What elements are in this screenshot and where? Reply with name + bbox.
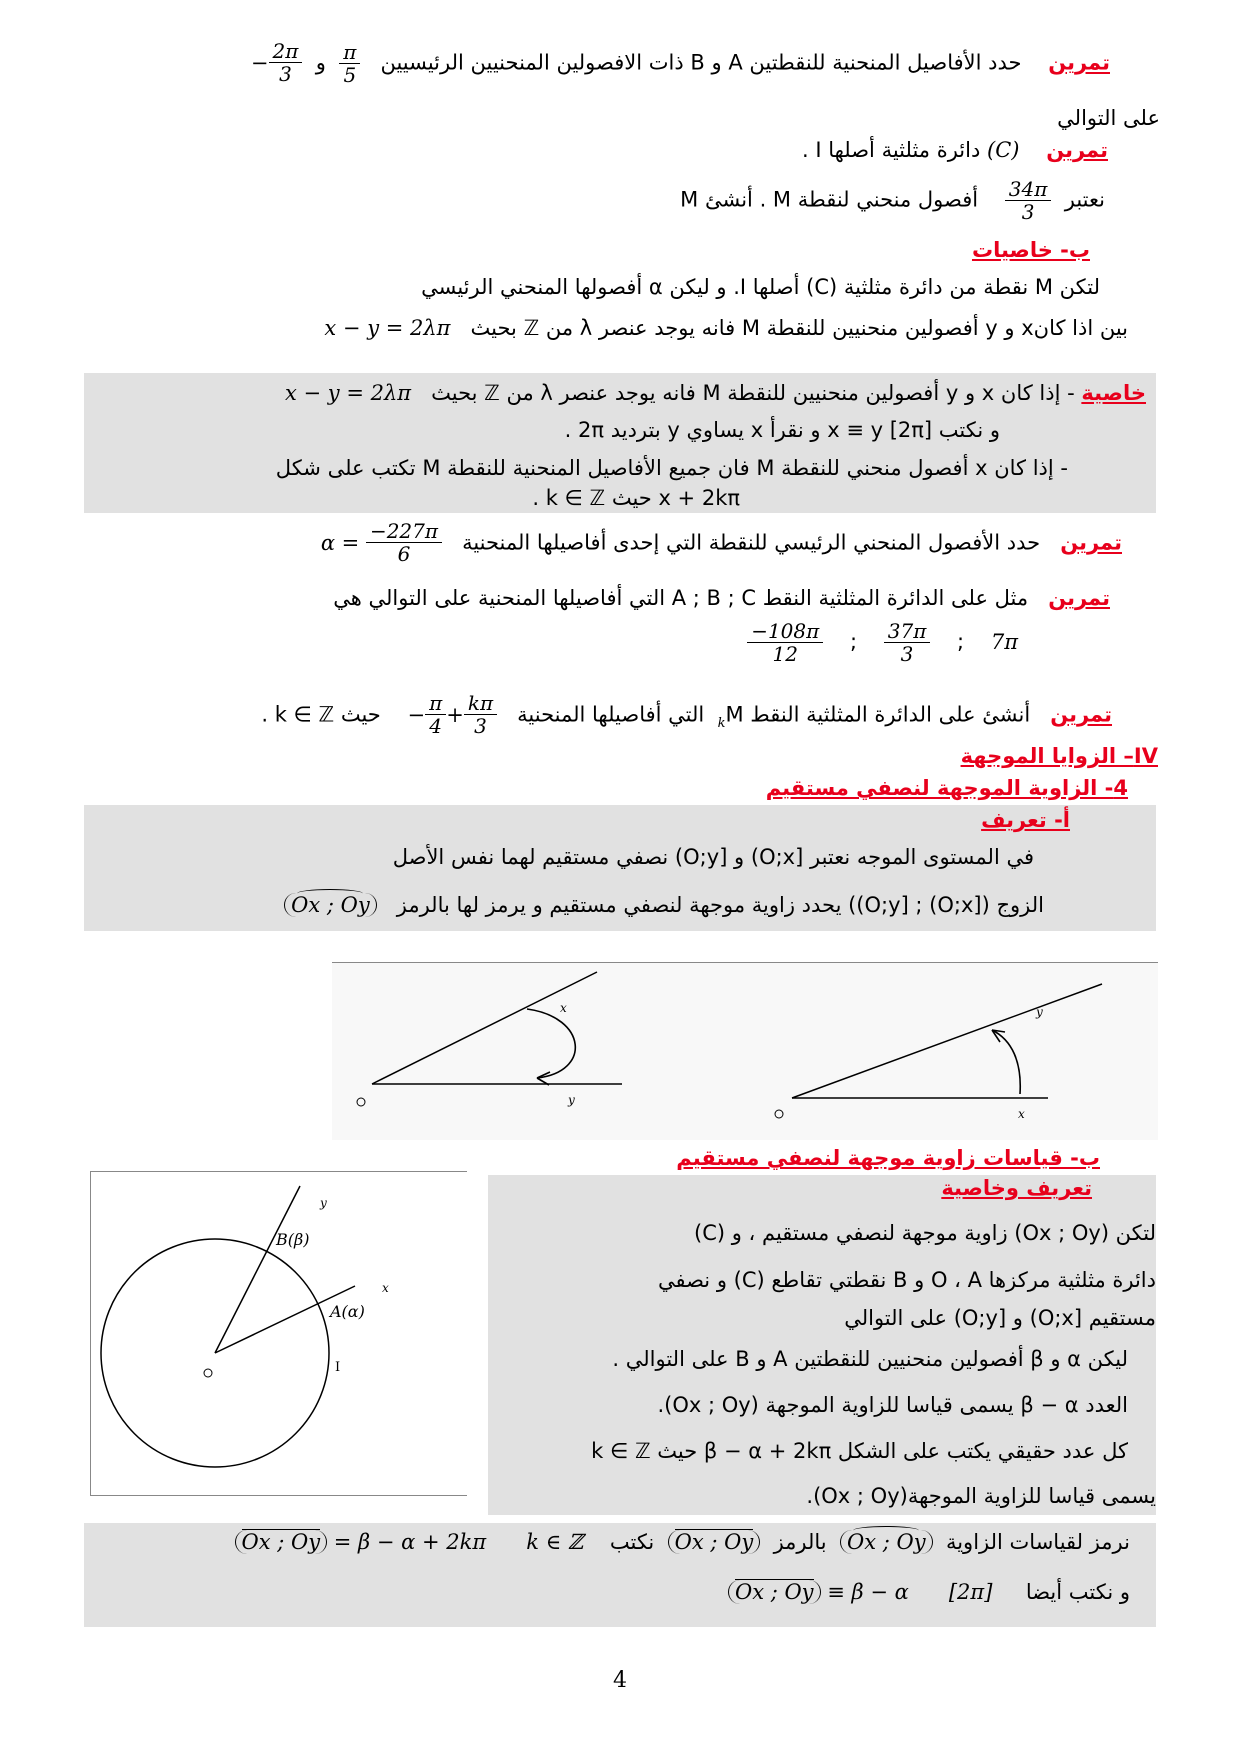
property-line-3: - إذا كان x أفصول منحني للنقطة M فان جميع الأفاصيل المنحنية للنقطة M تكتب على شكل xyxy=(275,456,1068,480)
fraction: $\frac{-108\pi}{12}$ xyxy=(747,620,823,665)
exercise-1-line xyxy=(251,40,1110,86)
property-line-2: و نكتب x ≡ y [2π] و نقرأ x يساوي y بترديد 2π . xyxy=(564,418,1000,442)
separator: ; xyxy=(849,629,858,654)
fraction: $\frac{\pi}{5}$ xyxy=(339,41,360,86)
label-left-end1: x xyxy=(560,1001,567,1015)
measure-line-6: كل عدد حقيقي يكتب على الشكل β − α + 2kπ حيث k ∈ ℤ xyxy=(591,1439,1128,1463)
text: الزوج ([O;x) ; [O;y)) يحدد زاوية موجهة لنصفي مستقيم و يرمز لها بالرمز xyxy=(396,893,1044,917)
label-B: B(β) xyxy=(276,1230,310,1249)
angle-symbol: Ox ; Oy xyxy=(840,1530,933,1554)
property-label: خاصية xyxy=(1081,381,1146,405)
figure-oriented-angles xyxy=(332,962,1158,1140)
math: x − y = 2λπ xyxy=(285,381,412,405)
section-subtitle: 4- الزاوية الموجهة لنصفي مستقيم xyxy=(765,776,1128,800)
text: بالرمز xyxy=(773,1530,827,1554)
exercise-label: تمرين xyxy=(1046,138,1108,162)
exercise-text: أنشئ على الدائرة المثلثية النقط M xyxy=(725,702,1031,727)
measure-line-7: يسمى قياسا للزاوية الموجهة(Ox ; Oy). xyxy=(806,1484,1156,1508)
text: نرمز لقياسات الزاوية xyxy=(945,1530,1130,1554)
property-line-4: x + 2kπ حيث k ∈ ℤ . xyxy=(532,486,740,510)
congruence: Ox ; Oy ≡ β − α xyxy=(728,1580,909,1604)
measure-title: ب- قياسات زاوية موجهة لنصفي مستقيم xyxy=(676,1146,1100,1170)
measure-line-1: لتكن (Ox ; Oy) زاوية موجهة لنصفي مستقيم ، و (C) xyxy=(693,1221,1156,1245)
properties-line-1: لتكن M نقطة من دائرة مثلثية (C) أصلها I. و ليكن α أفصولها المنحني الرئيسي xyxy=(421,275,1100,299)
section-title-properties: ب- خاصيات xyxy=(971,238,1090,262)
math: k ∈ ℤ xyxy=(526,1530,584,1554)
math: x − y = 2λπ xyxy=(324,316,451,340)
equation: α = $\frac{-227\pi}{6}$ xyxy=(321,520,442,565)
label-A: A(α) xyxy=(330,1302,365,1321)
measure-line-5: العدد β − α يسمى قياسا للزاوية الموجهة (Ox ; Oy). xyxy=(657,1393,1128,1417)
measure-line-4: ليكن α و β أفصولين منحنيين للنقطتين A و B على التوالي . xyxy=(612,1347,1128,1371)
notation-line-1 xyxy=(235,1530,1130,1554)
exercise-label: تمرين xyxy=(1048,50,1110,75)
label-y: y xyxy=(320,1196,327,1210)
exercise-label: تمرين xyxy=(1060,530,1122,555)
measure-symbol: Ox ; Oy xyxy=(668,1530,761,1554)
definition-title: أ- تعريف xyxy=(981,808,1070,832)
notation-line-2 xyxy=(728,1580,1130,1604)
fraction: $\frac{34\pi}{3}$ xyxy=(1005,178,1052,223)
label-left-end2: y xyxy=(568,1093,575,1107)
exercise-1-line-2: على التوالي xyxy=(1057,106,1160,130)
exercise-text: دائرة مثلثية أصلها I . xyxy=(801,138,981,162)
text: نعتبر xyxy=(1064,187,1105,212)
math: [2π] xyxy=(948,1580,993,1604)
definition-line-1: في المستوى الموجه نعتبر [O;x) و [O;y) نصفي مستقيم لهما نفس الأصل xyxy=(392,845,1034,869)
exercise-text: حدد الأفصول المنحني الرئيسي للنقطة التي إحدى أفاصيلها المنحنية xyxy=(462,530,1041,555)
figure-trig-circle xyxy=(90,1171,467,1496)
measure-equation: Ox ; Oy = β − α + 2kπ xyxy=(235,1530,487,1554)
exercise-3-line xyxy=(321,520,1122,565)
exercise-label: تمرين xyxy=(1050,702,1112,727)
conjunction: و xyxy=(315,50,326,75)
exercise-4-values xyxy=(747,620,1018,665)
measure-line-3: مستقيم [O;x) و [O;y) على التوالي xyxy=(844,1306,1156,1330)
fraction: $\frac{37\pi}{3}$ xyxy=(884,620,931,665)
exercise-5-line xyxy=(261,692,1112,737)
text: بين اذا كانx و y أفصولين منحنيين للنقطة M فانه يوجد عنصر λ من ℤ بحيث xyxy=(470,316,1128,340)
fraction-negative: − $\frac{2\pi}{3}$ xyxy=(251,40,302,85)
exercise-4-line xyxy=(333,586,1110,610)
page-number: 4 xyxy=(613,1668,627,1693)
exercise-2-line-2 xyxy=(680,178,1105,223)
section-title-4: IV– الزوايا الموجهة xyxy=(960,744,1158,768)
label-I: I xyxy=(335,1360,341,1375)
exercise-text: مثل على الدائرة المثلثية النقط A ; B ; C التي أفاصيلها المنحنية على التوالي هي xyxy=(333,586,1029,610)
value: 7π xyxy=(990,629,1018,654)
definition-line-2 xyxy=(284,893,1044,917)
text: - إذا كان x و y أفصولين منحنيين للنقطة M فانه يوجد عنصر λ من ℤ بحيث xyxy=(431,381,1075,405)
exercise-text: حيث k ∈ ℤ . xyxy=(261,702,381,727)
text: أفصول منحني لنقطة M . أنشئ M xyxy=(680,187,979,212)
label-x: x xyxy=(382,1281,389,1295)
measure-subtitle: تعريف وخاصية xyxy=(941,1176,1092,1200)
text: و نكتب أيضا xyxy=(1025,1580,1130,1604)
exercise-text: حدد الأفاصيل المنحنية للنقطتين A و B ذات الافصولين المنحنيين الرئيسيين xyxy=(380,50,1022,75)
label-right-end2: x xyxy=(1018,1107,1025,1121)
circle-symbol: (C) xyxy=(987,138,1020,162)
subscript: k xyxy=(717,715,726,731)
properties-line-2 xyxy=(324,316,1128,340)
angle-symbol: Ox ; Oy xyxy=(284,893,377,917)
exercise-label: تمرين xyxy=(1048,586,1110,610)
measure-line-2: دائرة مثلثية مركزها O ، A و B نقطتي تقاطع (C) و نصفي xyxy=(657,1268,1156,1292)
exercise-2-line xyxy=(802,138,1108,162)
expression: − $\frac{\pi}{4}$ + $\frac{k\pi}{3}$ xyxy=(407,692,497,737)
property-line-1 xyxy=(285,381,1146,405)
exercise-text: التي أفاصيلها المنحنية xyxy=(517,702,705,727)
label-right-end1: y xyxy=(1036,1005,1043,1019)
text: نكتب xyxy=(609,1530,655,1554)
separator: ; xyxy=(957,629,965,654)
